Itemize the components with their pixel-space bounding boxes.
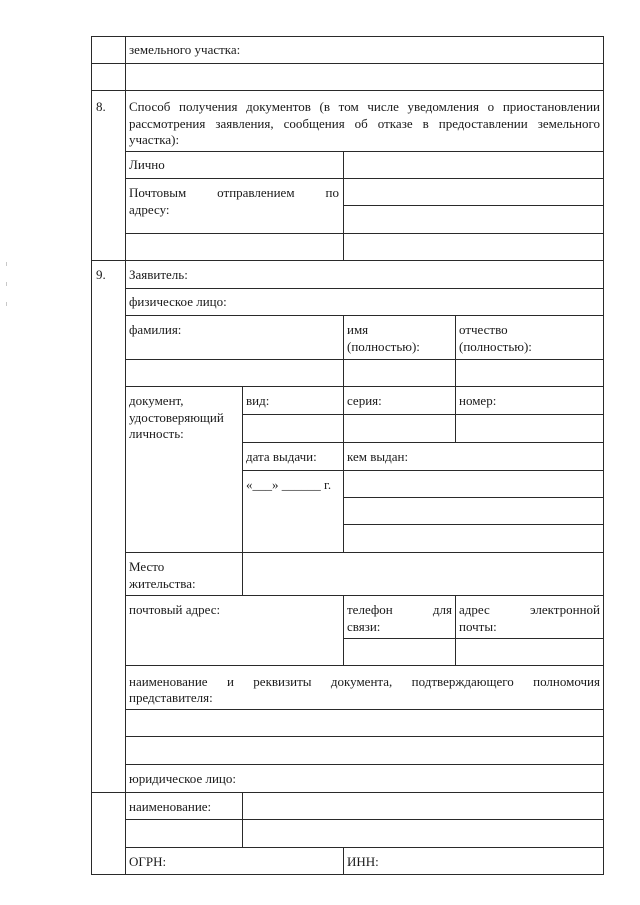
email-label-line1: адрес электронной — [459, 602, 600, 617]
representative-document-label-line1: наименование и реквизиты документа, подтверждающего полномочия — [129, 674, 600, 689]
row-divider — [125, 736, 604, 737]
residence-label-line2: жительства: — [129, 576, 196, 591]
column-divider — [343, 595, 344, 665]
individual-label: физическое лицо: — [129, 294, 227, 309]
document-number-label: номер: — [459, 393, 497, 408]
row-divider — [343, 205, 604, 206]
land-plot-label: земельного участка: — [129, 42, 241, 57]
id-document-label-line1: документ, — [129, 393, 184, 408]
ogrn-label: ОГРН: — [129, 854, 167, 869]
patronymic-label-line1: отчество — [459, 322, 508, 337]
column-divider — [343, 386, 344, 552]
email-label-line2: почты: — [459, 619, 497, 634]
table-border-left — [91, 36, 92, 875]
issued-by-label: кем выдан: — [347, 449, 409, 464]
id-document-label-line3: личность: — [129, 426, 184, 441]
row-divider — [125, 151, 604, 152]
number-column-divider — [125, 36, 126, 875]
table-border-top — [91, 36, 604, 37]
section-8-title-line3: участка): — [129, 132, 180, 147]
document-type-label: вид: — [246, 393, 270, 408]
column-divider — [343, 315, 344, 387]
organization-name-label: наименование: — [129, 799, 212, 814]
row-divider — [242, 442, 604, 443]
row-divider — [242, 470, 604, 471]
first-name-label-line1: имя — [347, 322, 369, 337]
row-divider — [343, 638, 604, 639]
row-divider — [91, 63, 604, 64]
row-divider — [125, 552, 604, 553]
table-border-bottom — [91, 874, 604, 875]
row-divider — [125, 386, 604, 387]
row-divider — [125, 665, 604, 666]
row-divider — [125, 709, 604, 710]
delivery-by-mail-label-line2: адресу: — [129, 202, 170, 217]
applicant-label: Заявитель: — [129, 267, 188, 282]
row-divider — [343, 497, 604, 498]
row-divider — [125, 288, 604, 289]
section-9-number: 9. — [96, 267, 106, 282]
column-divider — [343, 847, 344, 875]
table-border-right — [603, 36, 604, 875]
section-8-number: 8. — [96, 99, 106, 114]
column-divider — [343, 151, 344, 261]
row-divider — [91, 792, 604, 793]
column-divider — [455, 595, 456, 665]
row-divider — [125, 819, 604, 820]
row-divider — [125, 315, 604, 316]
row-divider — [91, 260, 604, 261]
patronymic-label-line2: (полностью): — [459, 339, 532, 354]
delivery-by-mail-label-line1: Почтовым отправлением по — [129, 185, 339, 200]
column-divider — [455, 386, 456, 442]
scan-artifact-mark — [6, 302, 7, 306]
first-name-label-line2: (полностью): — [347, 339, 420, 354]
row-divider — [125, 233, 604, 234]
issue-date-label: дата выдачи: — [246, 449, 317, 464]
legal-entity-label: юридическое лицо: — [129, 771, 236, 786]
section-8-title-line1: Способ получения документов (в том числе уведомления о приостановлении — [129, 99, 600, 114]
surname-label: фамилия: — [129, 322, 182, 337]
scan-artifact-mark — [6, 282, 7, 286]
row-divider — [125, 359, 604, 360]
phone-label-line1: телефон для — [347, 602, 452, 617]
column-divider — [242, 386, 243, 595]
postal-address-label: почтовый адрес: — [129, 602, 221, 617]
inn-label: ИНН: — [347, 854, 379, 869]
row-divider — [125, 595, 604, 596]
row-divider — [242, 414, 604, 415]
section-8-title-line2: рассмотрения заявления, сообщения об отказе в предоставлении земельного — [129, 116, 600, 131]
id-document-label-line2: удостоверяющий — [129, 410, 224, 425]
delivery-in-person-label: Лично — [129, 157, 165, 172]
row-divider — [125, 847, 604, 848]
row-divider — [125, 764, 604, 765]
row-divider — [343, 524, 604, 525]
row-divider — [91, 90, 604, 91]
phone-label-line2: связи: — [347, 619, 381, 634]
residence-label-line1: Место — [129, 559, 165, 574]
representative-document-label-line2: представителя: — [129, 690, 213, 705]
column-divider — [455, 315, 456, 387]
document-series-label: серия: — [347, 393, 382, 408]
row-divider — [125, 178, 604, 179]
scan-artifact-mark — [6, 262, 7, 266]
column-divider — [242, 792, 243, 847]
issue-date-template: «___» ______ г. — [246, 477, 332, 492]
